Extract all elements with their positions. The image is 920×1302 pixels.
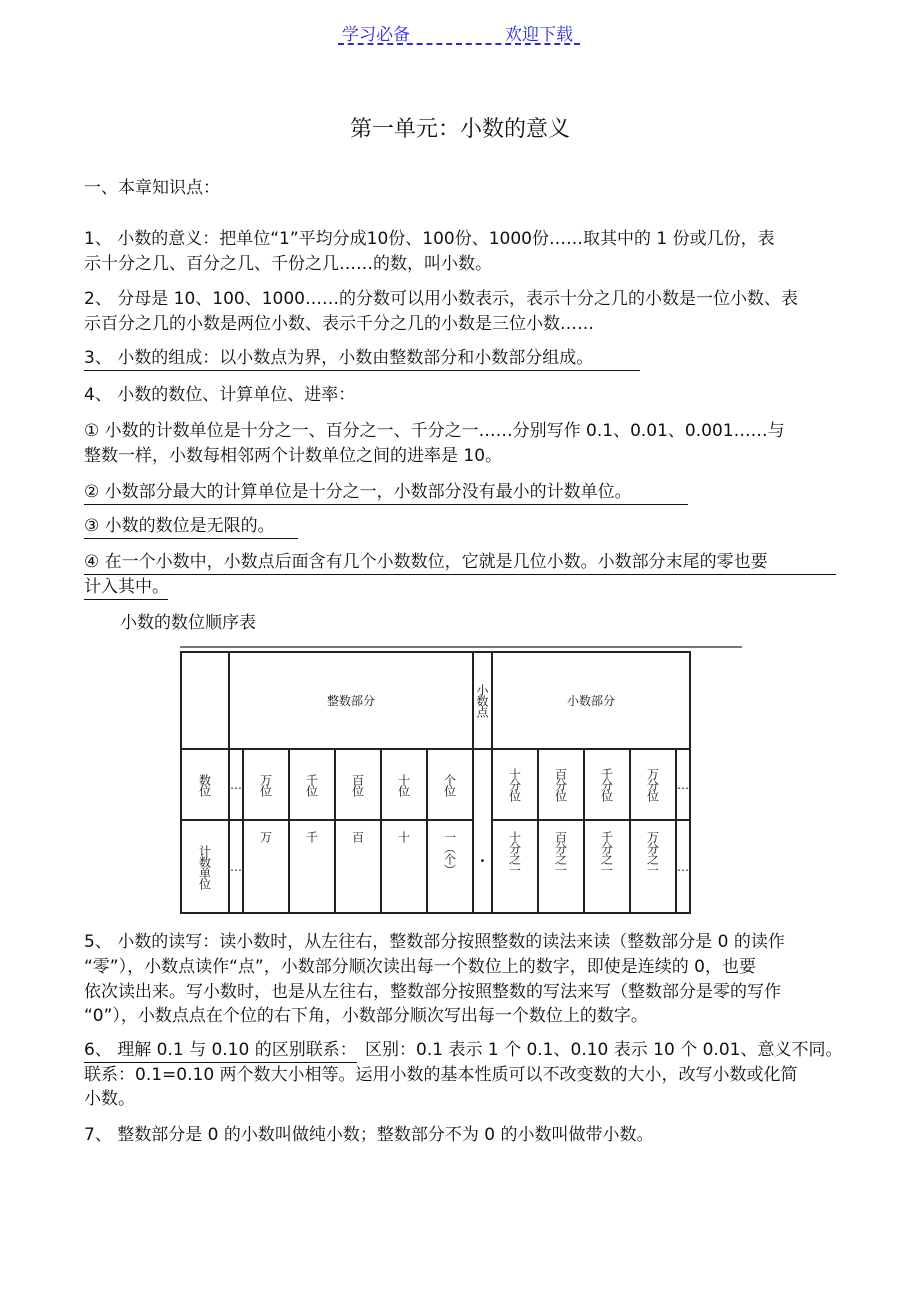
text-line: ① 小数的计数单位是十分之一、百分之一、千分之一……分别写作 0.1、0.01、0.001……与 <box>84 421 785 441</box>
header-right: 欢迎下载 <box>505 25 573 45</box>
unit-cell <box>630 820 676 913</box>
place-cell-text: 万分位 <box>645 768 660 801</box>
integer-part-header: 整数部分 <box>229 652 473 749</box>
text-line: 示十分之几、百分之几、千份之几……的数，叫小数。 <box>84 254 492 274</box>
text-line: ③ 小数的数位是无限的。 <box>84 514 298 539</box>
text-line: “零”），小数点读作“点”，小数部分顺次读出每一个数位上的数字，即使是连续的 0，也要 <box>84 957 756 977</box>
page-title: 第一单元：小数的意义 <box>349 117 570 142</box>
ellipsis: … <box>676 749 690 820</box>
table-top-rule <box>180 646 742 648</box>
unit-cell-text: 千 <box>304 831 319 842</box>
unit-cell-text: 百分之一 <box>553 831 568 875</box>
text-line: 区别：0.1 表示 1 个 0.1、0.10 表示 10 个 0.01、意义不同。 <box>365 1040 843 1060</box>
place-cell <box>427 749 473 820</box>
place-cell-text: 千位 <box>304 773 319 796</box>
unit-cell-text: 千分之一 <box>599 831 614 875</box>
empty-cell <box>181 652 229 749</box>
place-cell <box>381 749 427 820</box>
place-cell-text: 十分位 <box>507 768 522 801</box>
header-divider <box>338 43 580 45</box>
unit-cell <box>538 820 584 913</box>
decimal-part-header: 小数部分 <box>492 652 690 749</box>
ellipsis: … <box>229 820 243 913</box>
ellipsis: … <box>229 749 243 820</box>
text-line: 6、 理解 0.1 与 0.10 的区别联系： <box>84 1038 357 1063</box>
place-cell <box>538 749 584 820</box>
text-line: 7、 整数部分是 0 的小数叫做纯小数；整数部分不为 0 的小数叫做带小数。 <box>84 1125 654 1145</box>
row-label-units: 计数单位 <box>181 820 229 913</box>
unit-cell <box>289 820 335 913</box>
decimal-place-table <box>180 651 691 914</box>
unit-cell <box>381 820 427 913</box>
text-line: “0”），小数点点在个位的右下角，小数部分顺次写出每一个数位上的数字。 <box>84 1006 648 1026</box>
point-header-text: 小数点 <box>475 684 489 717</box>
text-line: ② 小数部分最大的计算单位是十分之一，小数部分没有最小的计数单位。 <box>84 480 688 505</box>
unit-cell-text: 万 <box>258 831 273 842</box>
place-cell <box>584 749 630 820</box>
place-cell <box>335 749 381 820</box>
place-cell-text: 百分位 <box>553 768 568 801</box>
decimal-point-cell: • <box>473 749 492 913</box>
text-line: 3、 小数的组成：以小数点为界，小数由整数部分和小数部分组成。 <box>84 346 640 371</box>
place-cell-text: 万位 <box>258 773 273 796</box>
text-line: 示百分之几的小数是两位小数、表示千分之几的小数是三位小数…… <box>84 314 594 334</box>
text-line: 5、 小数的读写：读小数时，从左往右，整数部分按照整数的读法来读（整数部分是 0 的读作 <box>84 932 785 952</box>
table-caption: 小数的数位顺序表 <box>120 613 256 633</box>
point-header <box>473 652 492 749</box>
unit-cell-text: 十 <box>396 831 411 842</box>
text-line: 依次读出来。写小数时，也是从左往右，整数部分按照整数的写法来写（整数部分是零的写作 <box>84 982 781 1002</box>
place-cell <box>289 749 335 820</box>
unit-cell <box>335 820 381 913</box>
text-line: ④ 在一个小数中，小数点后面含有几个小数数位，它就是几位小数。小数部分末尾的零也要 <box>84 550 836 575</box>
unit-cell-text: 十分之一 <box>507 831 522 875</box>
place-cell-text: 个位 <box>442 773 457 796</box>
header-left: 学习必备 <box>342 25 410 45</box>
text-line: 2、 分母是 10、100、1000……的分数可以用小数表示，表示十分之几的小数是一位小数、表 <box>84 289 798 309</box>
text-line: 联系：0.1=0.10 两个数大小相等。运用小数的基本性质可以不改变数的大小，改写小数或化简 <box>84 1065 798 1085</box>
row-label-places: 数位 <box>181 749 229 820</box>
unit-cell-text: 百 <box>350 831 365 842</box>
unit-cell <box>243 820 289 913</box>
place-cell <box>630 749 676 820</box>
unit-cell <box>584 820 630 913</box>
unit-cell-text: 万分之一 <box>645 831 660 875</box>
text-line: 计入其中。 <box>84 575 168 600</box>
text-line: 1、 小数的意义：把单位“1”平均分成10份、100份、1000份……取其中的 1 份或几份，表 <box>84 229 775 249</box>
place-cell <box>492 749 538 820</box>
place-cell-text: 千分位 <box>599 768 614 801</box>
text-line: 整数一样，小数每相邻两个计数单位之间的进率是 10。 <box>84 446 503 466</box>
place-cell-text: 十位 <box>396 773 411 796</box>
text-line: 4、 小数的数位、计算单位、进率： <box>84 385 356 405</box>
place-cell <box>243 749 289 820</box>
ellipsis: … <box>676 820 690 913</box>
text-line: 小数。 <box>84 1089 135 1109</box>
section-heading: 一、本章知识点： <box>84 178 220 198</box>
unit-cell <box>492 820 538 913</box>
unit-cell-text: 一（个） <box>442 831 457 875</box>
unit-cell <box>427 820 473 913</box>
place-cell-text: 百位 <box>350 773 365 796</box>
